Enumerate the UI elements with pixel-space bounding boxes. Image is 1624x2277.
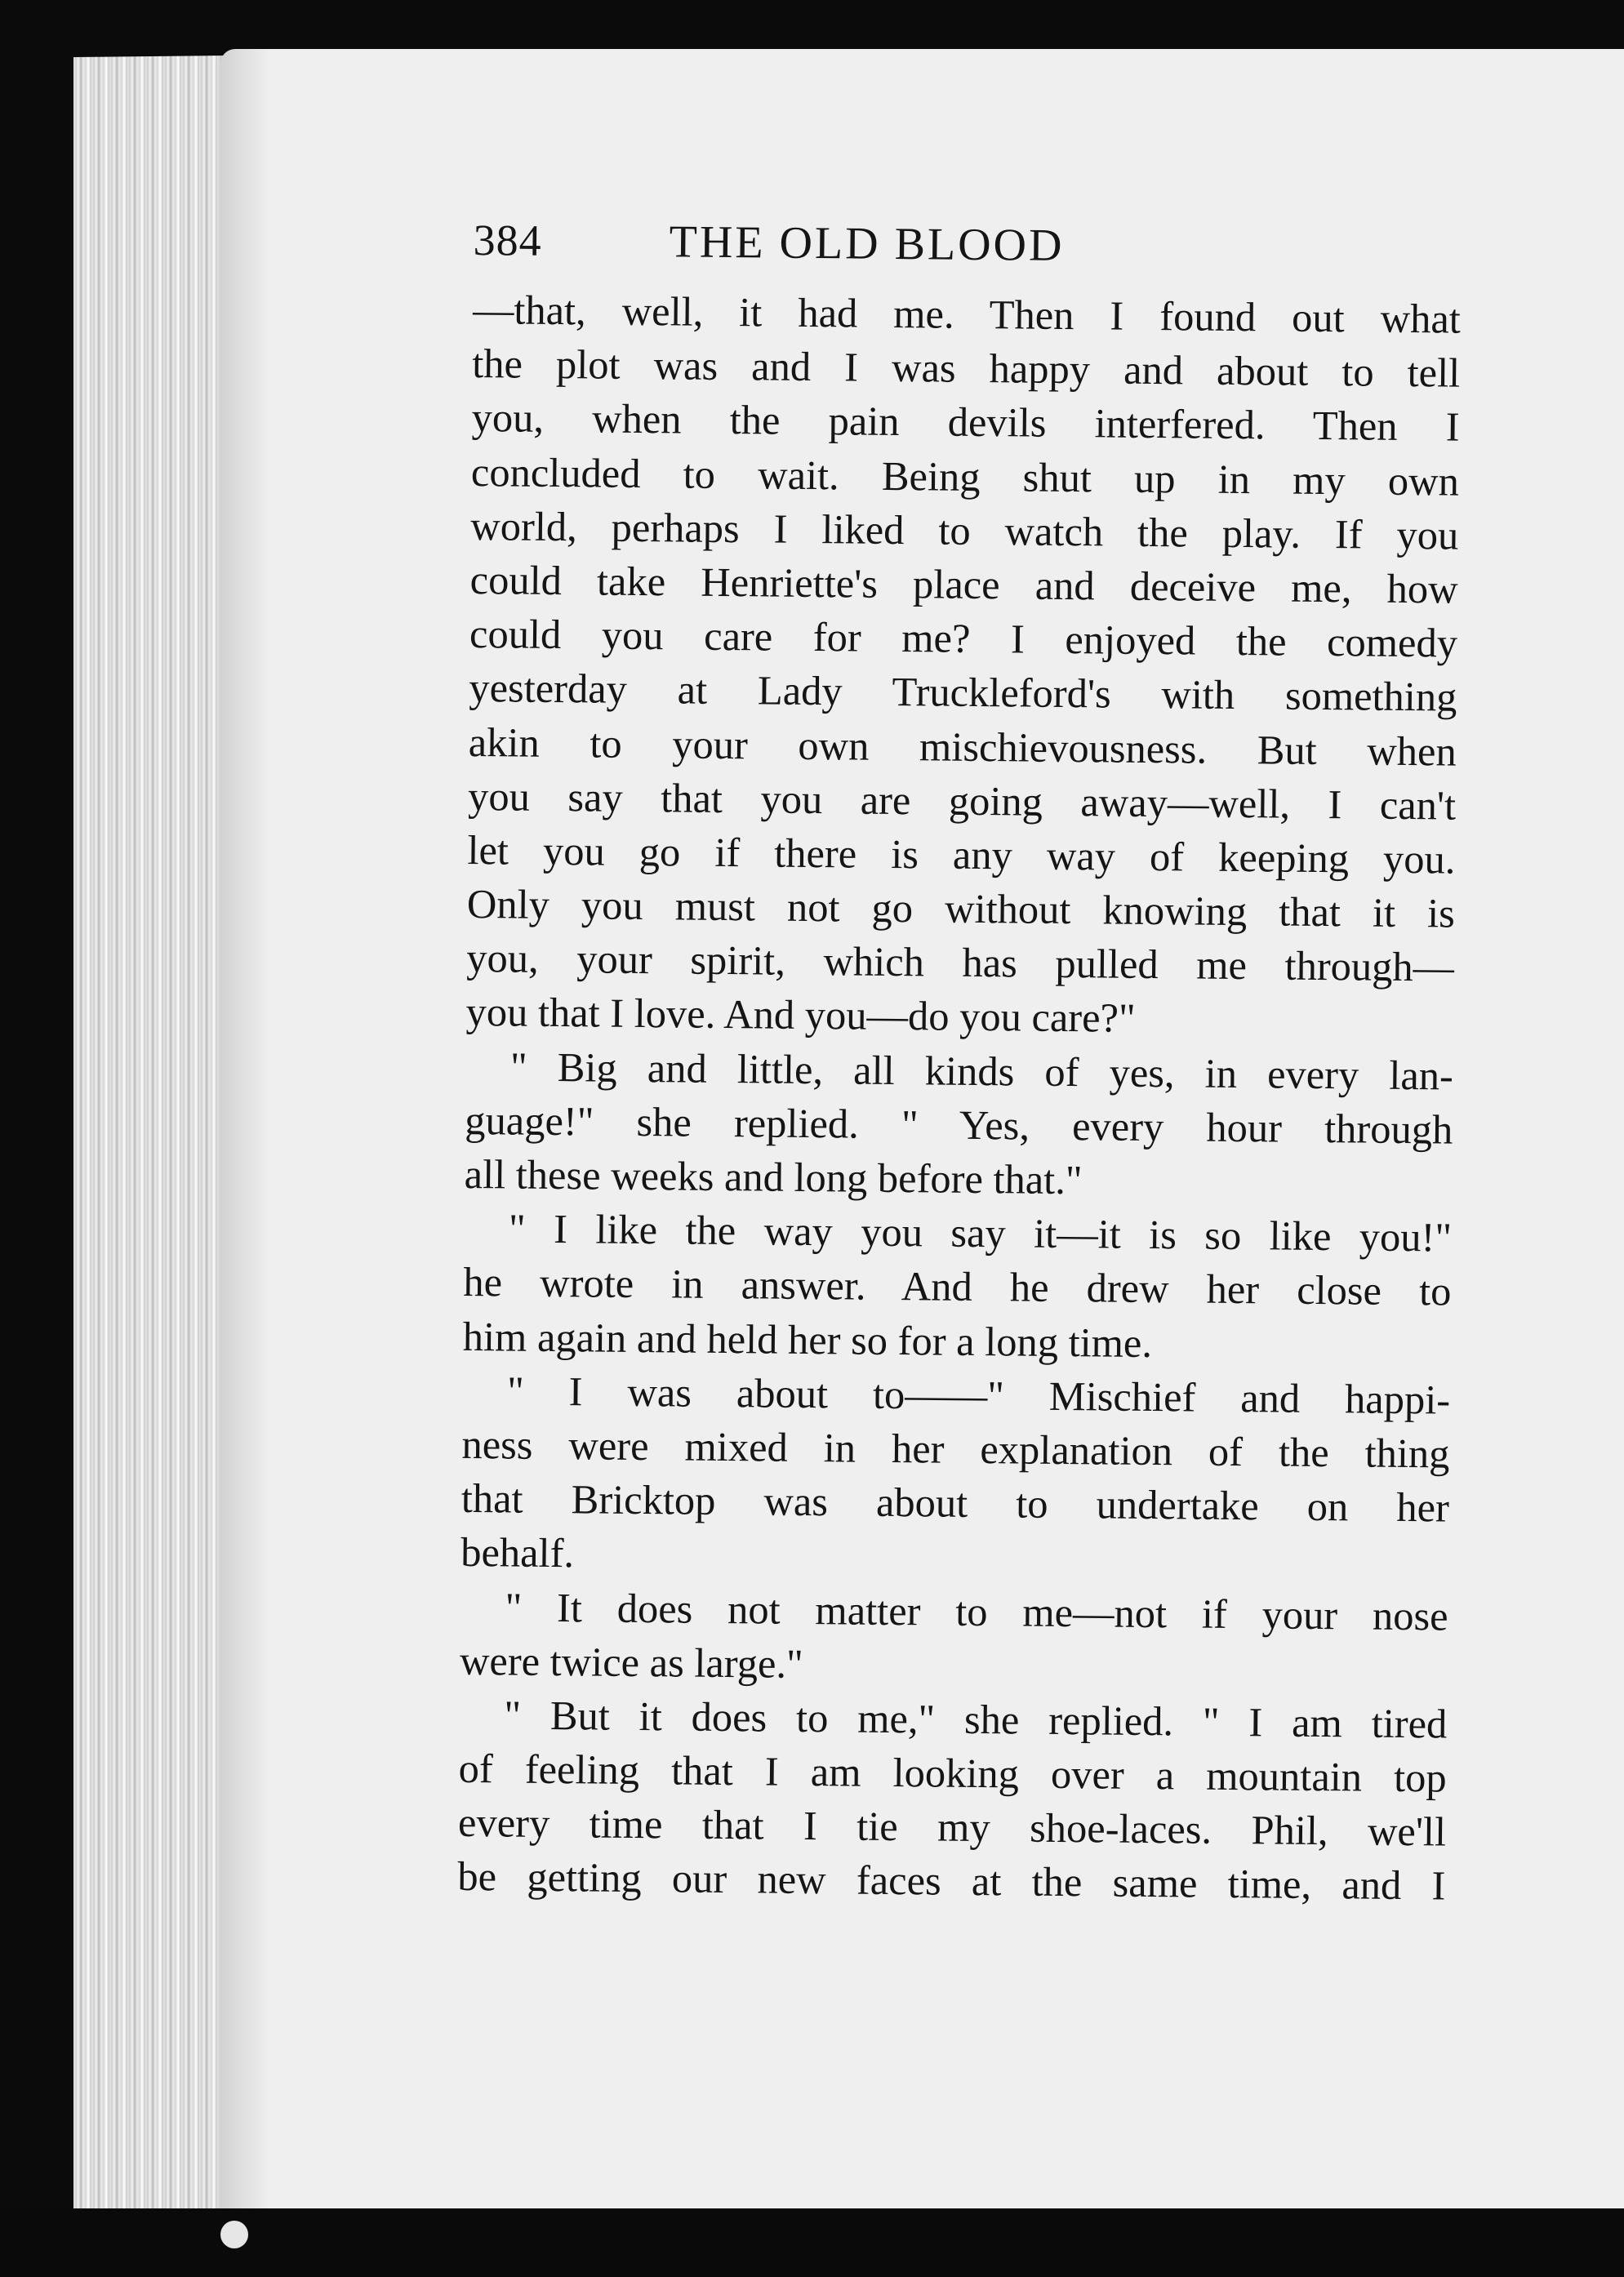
text-line: were twice as large." (459, 1637, 803, 1687)
body-text (457, 282, 1461, 1913)
text-line: he wrote in answer. And he drew her close to (463, 1259, 1452, 1314)
text-line: Only you must not go without knowing that it is (466, 881, 1456, 936)
text-line: you say that you are going away—well, I can't (467, 772, 1457, 829)
text-line: you that I love. And you—do you care?" (465, 989, 1136, 1042)
text-line: guage!" she replied. " Yes, every hour through (465, 1096, 1453, 1153)
text-line: you, when the pain devils interfered. Then I (471, 394, 1460, 450)
page-text-block (457, 214, 1462, 1913)
text-line: concluded to wait. Being shut up in my own (470, 448, 1460, 505)
text-line: " Big and little, all kinds of yes, in every lan- (509, 1043, 1454, 1099)
text-line: " I like the way you say it—it is so like you!" (508, 1205, 1453, 1261)
scan-speck (220, 2221, 248, 2248)
text-line: the plot was and I was happy and about to tell (471, 340, 1461, 396)
text-line: " But it does to me," she replied. " I am tired (504, 1692, 1448, 1747)
text-line: you, your spirit, which has pulled me through— (465, 935, 1455, 990)
text-line: " I was about to——" Mischief and happi- (506, 1368, 1451, 1423)
text-line: ness were mixed in her explanation of the thing (461, 1421, 1450, 1477)
running-head (473, 214, 1462, 287)
text-line: could you care for me? I enjoyed the comedy (469, 611, 1458, 666)
text-line: " It does not matter to me—not if your nose (505, 1583, 1448, 1639)
text-line: world, perhaps I liked to watch the play. If you (470, 502, 1459, 558)
text-line: every time that I tie my shoe-laces. Phil, we'll (457, 1799, 1447, 1855)
text-line: that Bricktop was about to undertake on her (461, 1475, 1450, 1531)
text-line: yesterday at Lady Truckleford's with something (469, 665, 1457, 720)
text-line: akin to your own mischievousness. But when (468, 718, 1457, 775)
page-number: 384 (473, 215, 542, 265)
text-line: behalf. (460, 1529, 575, 1577)
text-line: let you go if there is any way of keeping you. (467, 826, 1456, 883)
text-line: be getting our new faces at the same time, and I (457, 1853, 1446, 1909)
book-page-edges (73, 56, 245, 2213)
text-line: him again and held her so for a long time. (462, 1313, 1153, 1366)
book-title: THE OLD BLOOD (669, 216, 1065, 271)
text-line: of feeling that I am looking over a mountain top (458, 1745, 1447, 1801)
text-line: all these weeks and long before that." (464, 1150, 1083, 1203)
page-gutter-shadow (220, 49, 269, 2213)
text-line: —that, well, it had me. Then I found out what (472, 286, 1462, 342)
text-line: could take Henriette's place and deceive me, how (469, 556, 1458, 612)
